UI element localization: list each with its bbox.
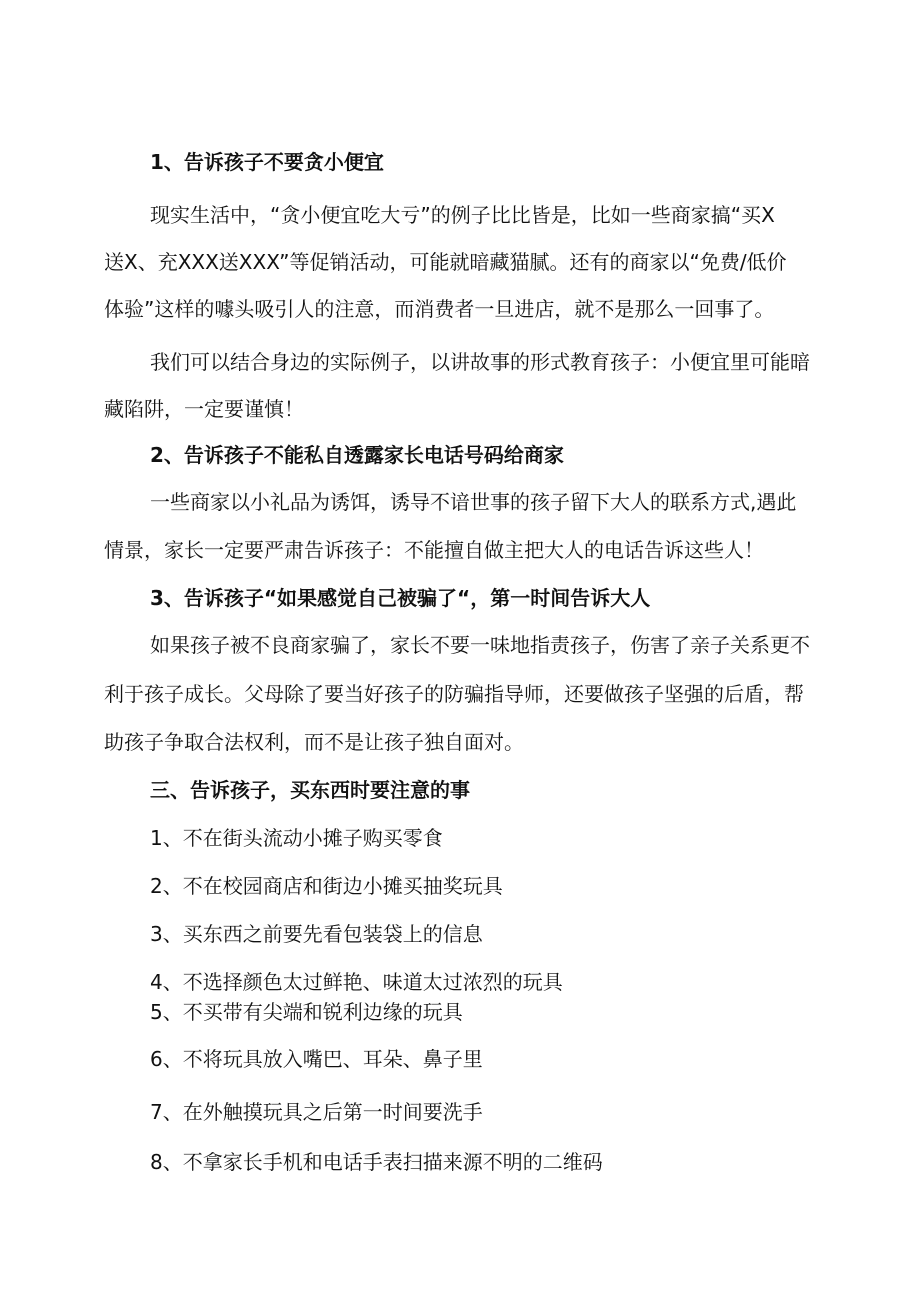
section-three-heading: 三、告诉孩子，买东西时要注意的事	[150, 778, 470, 802]
section-1-para-1-line-2: 送X、充XXX送XXX”等促销活动，可能就暗藏猫腻。还有的商家以“免费/低价	[104, 250, 787, 274]
section-3-para-line-3: 助孩子争取合法权利，而不是让孩子独自面对。	[104, 730, 524, 754]
list-item: 3、买东西之前要先看包装袋上的信息	[150, 922, 483, 946]
section-1-para-1-line-1: 现实生活中，“贪小便宜吃大亏”的例子比比皆是，比如一些商家搞“买X	[150, 203, 775, 227]
list-item: 7、在外触摸玩具之后第一时间要洗手	[150, 1100, 483, 1124]
section-2-para-line-1: 一些商家以小礼品为诱饵，诱导不谙世事的孩子留下大人的联系方式,遇此	[150, 490, 797, 514]
section-2-heading: 2、告诉孩子不能私自透露家长电话号码给商家	[150, 443, 564, 467]
list-item: 8、不拿家长手机和电话手表扫描来源不明的二维码	[150, 1150, 603, 1174]
section-3-para-line-2: 利于孩子成长。父母除了要当好孩子的防骗指导师，还要做孩子坚强的后盾，帮	[104, 682, 804, 706]
section-2-para-line-2: 情景，家长一定要严肃告诉孩子：不能擅自做主把大人的电话告诉这些人！	[104, 538, 764, 562]
list-item: 2、不在校园商店和街边小摊买抽奖玩具	[150, 874, 503, 898]
list-item: 5、不买带有尖端和锐利边缘的玩具	[150, 1000, 463, 1024]
list-item: 4、不选择颜色太过鲜艳、味道太过浓烈的玩具	[150, 970, 563, 994]
list-item: 1、不在街头流动小摊子购买零食	[150, 826, 443, 850]
list-item: 6、不将玩具放入嘴巴、耳朵、鼻子里	[150, 1047, 483, 1071]
section-1-para-1-line-3: 体验”这样的噱头吸引人的注意，而消费者一旦进店，就不是那么一回事了。	[104, 297, 775, 321]
section-1-para-2-line-2: 藏陷阱，一定要谨慎！	[104, 397, 304, 421]
section-3-para-line-1: 如果孩子被不良商家骗了，家长不要一味地指责孩子，伤害了亲子关系更不	[150, 633, 810, 657]
section-3-heading: 3、告诉孩子“如果感觉自己被骗了“，第一时间告诉大人	[150, 586, 651, 610]
section-1-para-2-line-1: 我们可以结合身边的实际例子，以讲故事的形式教育孩子：小便宜里可能暗	[150, 350, 810, 374]
section-1-heading: 1、告诉孩子不要贪小便宜	[150, 150, 384, 174]
